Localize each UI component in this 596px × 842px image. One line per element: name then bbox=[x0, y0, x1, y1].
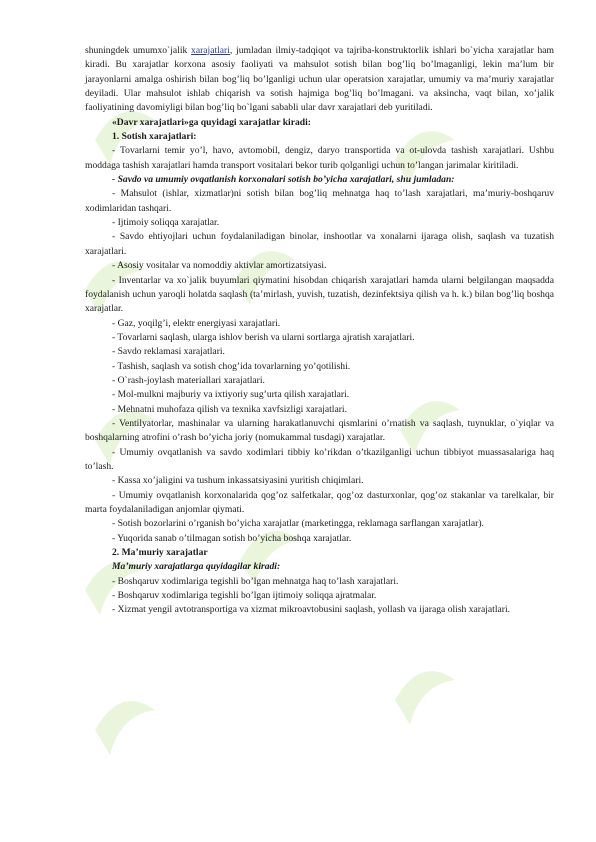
list-item: - O`rash-joylash materiallari xarajatlari. bbox=[112, 374, 265, 386]
list-item: - Boshqaruv xodimlariga tegishli bo’lgan mehnatga haq to’lash xarajatlari. bbox=[112, 575, 399, 587]
intro-text-pre: shuningdek umumxo`jalik bbox=[85, 45, 192, 56]
xarajatlari-link[interactable]: xarajatlari bbox=[191, 45, 230, 56]
list-item: - Asosiy vositalar va nomoddiy aktivlar amortizatsiyasi. bbox=[112, 260, 327, 272]
list-item: - Tashish, saqlash va sotish chog’ida tovarlarning yo’qotilishi. bbox=[112, 360, 351, 372]
transport-paragraph: - Tovarlarni temir yo’l, havo, avtomobil, dengiz, daryo transportida va ot-ulovda tashish xarajatlari. Ushbu moddaga tashish xarajatlari hamda transport vositalari bekor turib qolganligi uchun to’langan jarimalar kiritiladi. bbox=[85, 145, 554, 171]
section1-title: 1. Sotish xarajatlari: bbox=[112, 131, 197, 143]
list-item: - Mehnatni muhofaza qilish va texnika xavfsizligi xarajatlari. bbox=[112, 403, 347, 415]
list-item: - Umumiy ovqatlanish va savdo xodimlari tibbiy ko’rikdan o’tkazilganligi uchun tibbiyot muassasalariga haq to’lash. bbox=[85, 446, 554, 472]
list-item: - Gaz, yoqilg’i, elektr energiyasi xarajatlari. bbox=[112, 317, 281, 329]
document-page bbox=[85, 44, 554, 618]
list-item: - Kassa xo’jaligini va tushum inkassatsiyasini yuritish chiqimlari. bbox=[112, 475, 364, 487]
list-item: - Boshqaruv xodimlariga tegishli bo’lgan ijtimoiy soliqqa ajratmalar. bbox=[112, 590, 377, 602]
lead-heading: «Davr xarajatlari»ga quyidagi xarajatlar kiradi: bbox=[112, 116, 311, 128]
intro-text-post: , jumladan ilmiy-tadqiqot va tajriba-konstruktorlik ishlari bo`yicha xarajatlar ham kiradi. Bu xarajatlar korxona asosiy faoliyati va mahsulot sotish bilan bog’liq bo’lmaganligi, lekin ma’lum bir jarayonlarni amalga oshirish bilan bog’liq bo’lganligi uchun ular operatsion xarajatlar, umumiy va ma’muriy xarajatlar deyiladi. Ular mahsulot ishlab chiqarish va sotish hajmiga bog’liq bo’lmagani. va aksincha, vaqt bilan, xo’jalik faoliyatining davomiyligi bilan bog’liq bo`lgani sababli ular davr xarajatlari deb yuritiladi. bbox=[85, 45, 555, 114]
list-item: - Savdo ehtiyojlari uchun foydalaniladigan binolar, inshootlar va xonalarni ijaraga olish, saqlash va tuzatish xarajatlari. bbox=[85, 231, 554, 257]
list-item: - Umumiy ovqatlanish korxonalarida qog’oz salfetkalar, qog’oz dasturxonlar, qog’oz stakanlar va tarelkalar, bir marta foydalaniladigan anjomlar qiymati. bbox=[85, 489, 554, 515]
list-item: - Tovarlarni saqlash, ularga ishlov berish va ularni sortlarga ajratish xarajatlari. bbox=[112, 331, 415, 343]
section2-title: 2. Ma’muriy xarajatlar bbox=[112, 547, 208, 559]
list-item: - Ijtimoiy soliqqa xarajatlar. bbox=[112, 217, 220, 229]
section2-subtitle: Ma’muriy xarajatlarga quyidagilar kiradi: bbox=[112, 561, 281, 573]
intro-paragraph bbox=[85, 44, 554, 116]
list-item: - Mahsulot (ishlar, xizmatlar)ni sotish bilan bog’liq mehnatga haq to’lash xarajatlari, ma’muriy-boshqaruv xodimlaridan tashqari. bbox=[85, 188, 554, 214]
list-item: - Sotish bozorlarini o’rganish bo’yicha xarajatlar (marketingga, reklamaga sarflangan xarajatlar). bbox=[112, 518, 484, 530]
list-item: - Xizmat yengil avtotransportiga va xizmat mikroavtobusini saqlash, yollash va ijaraga olish xarajatlari. bbox=[112, 604, 511, 616]
list-item: - Inventarlar va xo`jalik buyumlari qiymatini hisobdan chiqarish xarajatlari hamda ularni belgilangan maqsadda foydalanish uchun yaroqli holatda saqlash (ta’mirlash, yuvish, tuzatish, dezinfektsiya qilish va h. k.) bilan bog’liq boshqa xarajatlar. bbox=[85, 274, 554, 315]
list-item: - Yuqorida sanab o’tilmagan sotish bo’yicha boshqa xarajatlar. bbox=[112, 532, 352, 544]
list-item: - Ventilyatorlar, mashinalar va ularning harakatlanuvchi qismlarini o’rnatish va saqlash, tuynuklar, o`yiqlar va boshqalarning atrofini o’rash bo’yicha joriy (nomukammal tusdagi) xarajatlar. bbox=[85, 417, 554, 444]
list-item: - Savdo reklamasi xarajatlari. bbox=[112, 346, 225, 358]
list-item: - Mol-mulkni majburiy va ixtiyoriy sug’urta qilish xarajatlari. bbox=[112, 389, 350, 401]
section1-subtitle: - Savdo va umumiy ovqatlanish korxonalari sotish bo’yicha xarajatlari, shu jumladan: bbox=[112, 174, 455, 186]
